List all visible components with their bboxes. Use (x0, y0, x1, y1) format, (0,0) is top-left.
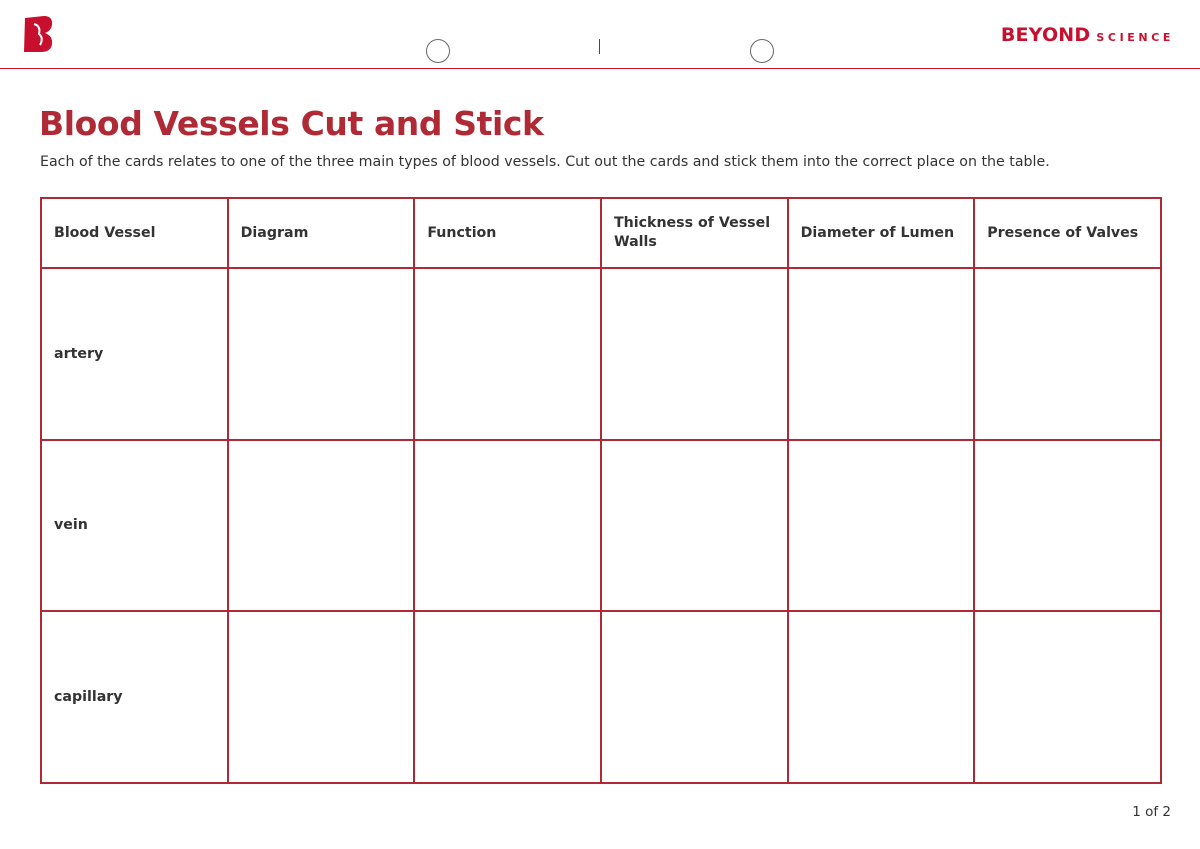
empty-cell (414, 440, 601, 612)
center-fold-mark (599, 39, 600, 54)
empty-cell (788, 268, 975, 440)
header-valves: Presence of Valves (974, 198, 1161, 268)
page-title (39, 104, 544, 143)
empty-cell (601, 268, 788, 440)
empty-cell (228, 611, 415, 783)
header-lumen-diameter: Diameter of Lumen (788, 198, 975, 268)
brand-main: BEYOND (1000, 24, 1091, 46)
empty-cell (974, 611, 1161, 783)
table-row (41, 611, 1161, 783)
title-bold: Cut and Stick (300, 104, 544, 143)
empty-cell (414, 268, 601, 440)
punch-hole-left (426, 39, 450, 63)
table-row (41, 268, 1161, 440)
header-wall-thickness: Thickness of Vessel Walls (601, 198, 788, 268)
beyond-logo-icon (22, 14, 54, 54)
punch-hole-right (750, 39, 774, 63)
blood-vessels-table (40, 197, 1162, 784)
empty-cell (228, 268, 415, 440)
empty-cell (601, 611, 788, 783)
brand-sub: SCIENCE (1096, 31, 1174, 44)
empty-cell (228, 440, 415, 612)
page-number: 1 of 2 (1132, 804, 1171, 820)
brand-wordmark (1001, 24, 1174, 46)
empty-cell (974, 440, 1161, 612)
row-label-vein: vein (41, 440, 228, 612)
table-row (41, 440, 1161, 612)
header-diagram: Diagram (228, 198, 415, 268)
row-label-capillary: capillary (41, 611, 228, 783)
header-blood-vessel: Blood Vessel (41, 198, 228, 268)
header-divider (0, 68, 1200, 69)
table-header-row (41, 198, 1161, 268)
empty-cell (788, 611, 975, 783)
empty-cell (414, 611, 601, 783)
instructions-text: Each of the cards relates to one of the three main types of blood vessels. Cut out the cards and stick them into the correct place on the table. (40, 154, 1050, 170)
header-function: Function (414, 198, 601, 268)
empty-cell (788, 440, 975, 612)
empty-cell (601, 440, 788, 612)
empty-cell (974, 268, 1161, 440)
title-plain: Blood Vessels (39, 104, 290, 143)
row-label-artery: artery (41, 268, 228, 440)
